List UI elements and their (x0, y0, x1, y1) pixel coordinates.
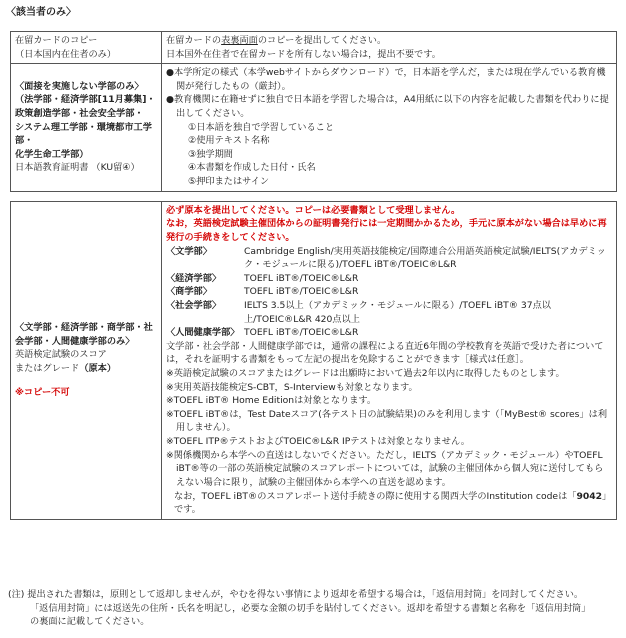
dept-tests: TOEFL iBT®/TOEIC®L&R (244, 327, 359, 339)
list-item: ⑤押印またはサイン (188, 176, 270, 188)
target-faculties-title: 〈面接を実施しない学部のみ〉 (15, 80, 144, 92)
dept-tests: IELTS 3.5以上（アカデミック・モジュールに限る）/TOEFL iBT® 37点以上/TOEIC®L&R 420点以上 (244, 299, 551, 325)
faculty-line: システム理工学部・環境都市工学部・ (15, 121, 152, 147)
english-faculties-title: 〈文学部・経済学部・商学部・社会学部・人間健康学部のみ〉 (15, 322, 153, 347)
bullet-item: ●教育機関に在籍せずに独自で日本語を学習した場合は，A4用紙に以下の内容を記載した書類を代わりに提出してください。 (166, 94, 609, 120)
text: のコピーを提出してください。 (257, 35, 387, 46)
text: 」です。 (174, 490, 612, 516)
english-score-grade (15, 362, 157, 376)
text: またはグレード (15, 363, 80, 375)
footer-note (8, 588, 618, 629)
table-row-japanese-certificate (11, 64, 617, 191)
text: なお，TOEFL iBT®のスコアレポート送付手続きの際に使用する関西大学のInstitution codeは「 (174, 490, 577, 502)
no-copy-warning: ※コピー不可 (15, 386, 70, 398)
english-score-desc-cell (162, 201, 617, 519)
dept-label: 〈人間健康学部〉 (166, 327, 240, 339)
dept-label: 〈経済学部〉 (166, 272, 222, 284)
original-label: （原本） (79, 363, 117, 375)
reissue-warning: なお，英語検定試験主催団体からの証明書発行には一定期間かかるため，手元に原本がない場合は早めに再発行の手続きをしてください。 (166, 218, 607, 243)
faculty-line: 政策創造学部・社会安全学部・ (15, 108, 144, 120)
list-item: ①日本語を独自で学習していること (188, 121, 335, 133)
dept-tests: TOEFL iBT®/TOEIC®L&R (244, 286, 359, 298)
japanese-certificate-label-cell (11, 64, 162, 191)
dept-row (166, 245, 612, 272)
list-item: ③独学期間 (188, 148, 233, 160)
list-item: ②使用テキスト名称 (188, 135, 270, 147)
table-row-residence-card (11, 32, 617, 64)
note-item: ※関係機関から本学への直送はしないでください。ただし，IELTS（アカデミック・モジュール）やTOEFL iBT®等の一部の英語検定試験のスコアレポートについては，試験の主催団体から個人宛に送付してもらえない場合に限り，試験の主催団体から本学への直送を認めます。 (166, 449, 604, 488)
dept-tests: TOEFL iBT®/TOEIC®L&R (244, 272, 359, 284)
spacer (11, 191, 617, 201)
list-item: ④本書類を作成した日付・氏名 (188, 162, 316, 174)
dept-row (166, 326, 612, 340)
faculty-line: （法学部・経済学部[11月募集]・ (15, 94, 156, 106)
note-item: ※TOEFL ITP®テストおよびTOEIC®L&R IPテストは対象となりません。 (166, 436, 470, 448)
section-heading: 〈該当者のみ〉 (6, 7, 76, 18)
original-required-warning: 必ず原本を提出してください。コピーは必要書類として受理しません。 (166, 204, 461, 216)
dept-row (166, 272, 612, 286)
english-score-label-cell (11, 201, 162, 519)
residence-card-desc-cell (162, 32, 617, 64)
dept-label: 〈社会学部〉 (166, 299, 222, 311)
dept-tests: Cambridge English/実用英語技能検定/国際連合公用語英語検定試験/IELTS(アカデミック・モジュールに限る)/TOEFL iBT®/TOEIC®L&R (244, 245, 606, 271)
english-score-name: 英語検定試験のスコア (15, 349, 107, 361)
table-row-english-score (11, 201, 617, 519)
institution-code: 9042 (576, 490, 603, 502)
residence-card-label-cell (11, 32, 162, 64)
faculty-line: 化学生命工学部） (15, 148, 89, 160)
footer-line: (注) 提出された書類は，原則として返却しませんが，やむを得ない事情により返却を希望する場合は，「返信用封筒」を同封してください。 (8, 589, 584, 600)
note-item: ※実用英語技能検定S-CBT，S-Interviewも対象となります。 (166, 381, 418, 393)
exemption-paragraph: 文学部・社会学部・人間健康学部では，通常の課程による直近6年間の学校教育を英語で受けた者については，それを証明する書類をもって左記の提出を免除することができます［様式は任意］。 (166, 340, 604, 366)
residence-card-instruction (166, 34, 612, 48)
underlined-text: 表裏両面 (221, 35, 258, 46)
dept-label: 〈文学部〉 (166, 245, 212, 257)
note-item: ※TOEFL iBT®は，Test Dateスコア(各テスト日の試験結果)のみを利用します（「MyBest® scores」は利用しません）。 (166, 408, 608, 434)
spacer-row (11, 191, 617, 201)
bullet-item: ●本学所定の様式（本学webサイトからダウンロード）で，日本語を学んだ，または現在学んでいる教育機関が発行したもの（厳封）。 (166, 67, 606, 92)
japanese-certificate-desc-cell (162, 64, 617, 191)
dept-row (166, 285, 612, 299)
note-item: ※TOEFL iBT® Home Editionは対象となります。 (166, 395, 377, 407)
documents-table (10, 31, 617, 520)
institution-code-line (166, 490, 612, 517)
note-item: ※英語検定試験のスコアまたはグレードは出願時において過去2年以内に取得したものとします。 (166, 368, 565, 380)
japanese-certificate-name: 日本語教育証明書 （KU留④） (15, 162, 140, 174)
dept-label: 〈商学部〉 (166, 286, 212, 298)
footer-line: 「返信用封筒」には返送先の住所・氏名を明記し，必要な金額の切手を貼付してください。返却を希望する書類と名称を「返信用封筒」 (30, 602, 591, 614)
residence-card-title: 在留カードのコピー (15, 35, 98, 46)
dept-row (166, 299, 612, 326)
residence-card-subtitle: （日本国内在住者のみ） (15, 48, 117, 60)
footer-line: の裏面に記載してください。 (30, 616, 150, 628)
text: 在留カードの (166, 35, 222, 46)
residence-card-exception: 日本国外在住者で在留カードを所有しない場合は，提出不要です。 (166, 48, 441, 60)
